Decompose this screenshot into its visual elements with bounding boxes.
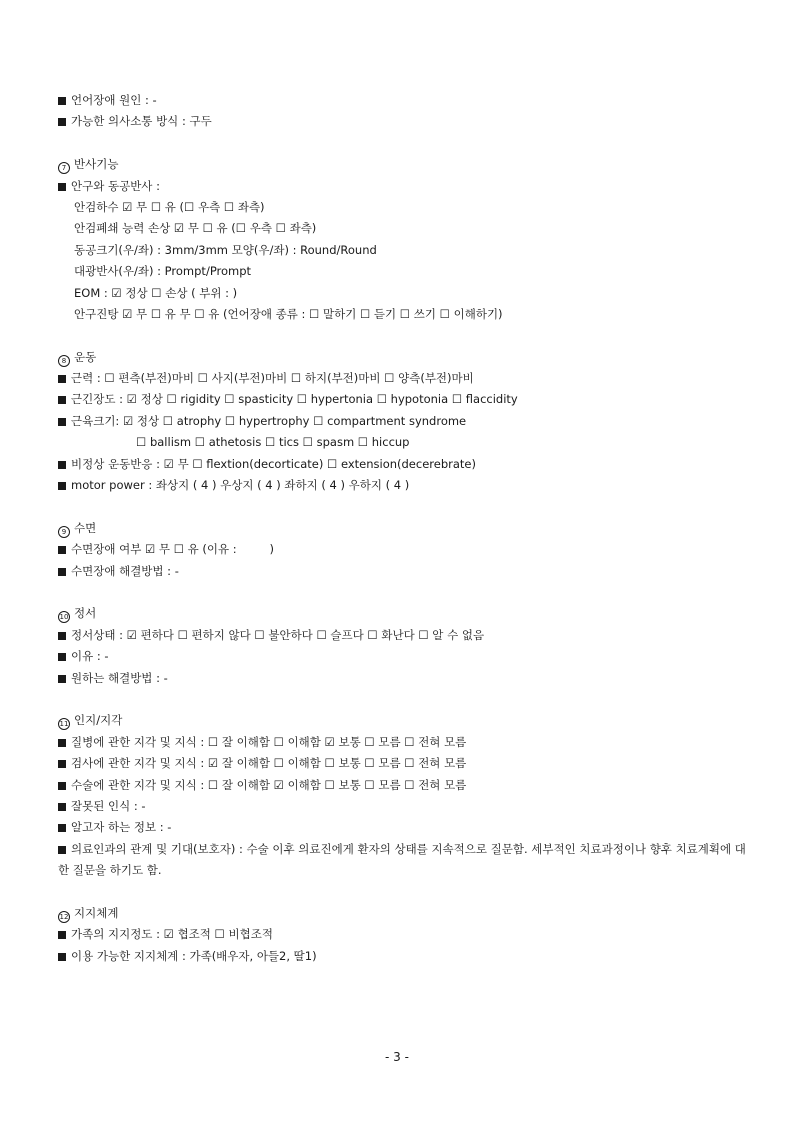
bullet-line bbox=[58, 732, 748, 753]
bullet-square-icon bbox=[58, 931, 66, 939]
text: 정서상태 : ☑ 편하다 ☐ 편하지 않다 ☐ 불안하다 ☐ 슬프다 ☐ 화난다 ☐ 알 수 없음 bbox=[71, 627, 485, 642]
text: 수면장애 해결방법 : - bbox=[71, 563, 179, 578]
bullet-square-icon bbox=[58, 482, 66, 490]
text: 근긴장도 : ☑ 정상 ☐ rigidity ☐ spasticity ☐ hypertonia ☐ hypotonia ☐ flaccidity bbox=[71, 392, 518, 407]
spacer bbox=[58, 496, 748, 517]
text: 비정상 운동반응 : ☑ 무 ☐ flextion(decorticate) ☐ extension(decerebrate) bbox=[71, 456, 476, 471]
bullet-square-icon bbox=[58, 461, 66, 469]
bullet-line bbox=[58, 475, 748, 496]
circled-number-icon: 7 bbox=[58, 162, 70, 174]
sub-line: ☐ ballism ☐ athetosis ☐ tics ☐ spasm ☐ hiccup bbox=[136, 435, 410, 450]
bullet-line bbox=[58, 796, 748, 817]
section-heading bbox=[58, 347, 748, 368]
section-heading bbox=[58, 903, 748, 924]
text: 언어장애 원인 : - bbox=[71, 93, 157, 107]
text: 질병에 관한 지각 및 지식 : ☐ 잘 이해함 ☐ 이해함 ☑ 보통 ☐ 모름 ☐ 전혀 모름 bbox=[71, 734, 467, 749]
bullet-line bbox=[58, 454, 748, 475]
bullet-square-icon bbox=[58, 675, 66, 683]
bullet-line bbox=[58, 176, 748, 197]
text: 수면장애 여부 ☑ 무 ☐ 유 (이유 : ) bbox=[71, 542, 275, 557]
spacer bbox=[58, 881, 748, 902]
bullet-line bbox=[58, 946, 748, 967]
text: 이용 가능한 지지체계 : 가족(배우자, 아들2, 딸1) bbox=[71, 948, 317, 963]
text: 안구와 동공반사 : bbox=[71, 178, 160, 193]
bullet-line bbox=[58, 368, 748, 389]
text: 근력 : ☐ 편측(부전)마비 ☐ 사지(부전)마비 ☐ 하지(부전)마비 ☐ 양측(부전)마비 bbox=[71, 371, 474, 386]
circled-number-icon: 10 bbox=[59, 613, 69, 622]
bullet-square-icon bbox=[58, 824, 66, 832]
text: 가능한 의사소통 방식 : 구두 bbox=[71, 114, 212, 129]
sub-line: 안검폐쇄 능력 손상 ☑ 무 ☐ 유 (☐ 우측 ☐ 좌측) bbox=[74, 221, 317, 236]
bullet-square-icon bbox=[58, 546, 66, 554]
bullet-line bbox=[58, 668, 748, 689]
sub-line: 동공크기(우/좌) : 3mm/3mm 모양(우/좌) : Round/Round bbox=[74, 242, 377, 257]
bullet-line bbox=[58, 625, 748, 646]
spacer bbox=[58, 133, 748, 154]
bullet-square-icon bbox=[58, 632, 66, 640]
spacer bbox=[58, 582, 748, 603]
bullet-square-icon bbox=[58, 418, 66, 426]
bullet-square-icon bbox=[58, 97, 66, 105]
text: 반사기능 bbox=[74, 157, 119, 172]
bullet-square-icon bbox=[58, 183, 66, 191]
text: 이유 : - bbox=[71, 649, 109, 664]
spacer bbox=[58, 325, 748, 346]
text: 검사에 관한 지각 및 지식 : ☑ 잘 이해함 ☐ 이해함 ☐ 보통 ☐ 모름 ☐ 전혀 모름 bbox=[71, 756, 467, 771]
bullet-line bbox=[58, 924, 748, 945]
sub-line: EOM : ☑ 정상 ☐ 손상 ( 부위 : ) bbox=[74, 285, 238, 300]
bullet-square-icon bbox=[58, 568, 66, 576]
text: motor power : 좌상지 ( 4 ) 우상지 ( 4 ) 좌하지 ( 4 ) 우하지 ( 4 ) bbox=[71, 478, 410, 493]
text: 인지/지각 bbox=[74, 713, 123, 728]
text: 운동 bbox=[74, 349, 97, 364]
text: 수면 bbox=[74, 520, 97, 535]
bullet-square-icon bbox=[58, 782, 66, 790]
sub-line: 대광반사(우/좌) : Prompt/Prompt bbox=[74, 264, 252, 279]
text: 원하는 해결방법 : - bbox=[71, 670, 168, 685]
text: 수술에 관한 지각 및 지식 : ☐ 잘 이해함 ☑ 이해함 ☐ 보통 ☐ 모름 ☐ 전혀 모름 bbox=[71, 777, 467, 792]
circled-number-icon: 11 bbox=[59, 720, 69, 729]
circled-number-icon: 9 bbox=[58, 526, 70, 538]
circled-number-icon: 12 bbox=[59, 912, 69, 921]
bullet-square-icon bbox=[58, 653, 66, 661]
bullet-line bbox=[58, 561, 748, 582]
bullet-square-icon bbox=[58, 760, 66, 768]
circled-number-icon: 8 bbox=[58, 355, 70, 367]
text: 잘못된 인식 : - bbox=[71, 798, 146, 813]
bullet-paragraph bbox=[58, 839, 748, 882]
text: 지지체계 bbox=[74, 905, 119, 920]
bullet-line bbox=[58, 539, 748, 560]
section-heading bbox=[58, 154, 748, 175]
sub-line: 안구진탕 ☑ 무 ☐ 유 무 ☐ 유 (언어장애 종류 : ☐ 말하기 ☐ 듣기 ☐ 쓰기 ☐ 이해하기) bbox=[74, 306, 503, 321]
text: 근육크기: ☑ 정상 ☐ atrophy ☐ hypertrophy ☐ compartment syndrome bbox=[71, 413, 467, 428]
bullet-line bbox=[58, 817, 748, 838]
text: 의료인과의 관계 및 기대(보호자) : 수술 이후 의료진에게 환자의 상태를 지속적으로 질문함. 세부적인 치료과정이나 향후 치료계획에 대한 질문을 하기도 함. bbox=[58, 841, 746, 878]
bullet-line bbox=[58, 111, 748, 132]
section-heading bbox=[58, 603, 748, 624]
bullet-square-icon bbox=[58, 375, 66, 383]
document-body bbox=[58, 90, 748, 967]
section-heading bbox=[58, 518, 748, 539]
section-heading bbox=[58, 710, 748, 731]
bullet-line bbox=[58, 411, 748, 432]
bullet-square-icon bbox=[58, 846, 66, 854]
bullet-line bbox=[58, 646, 748, 667]
bullet-line bbox=[58, 775, 748, 796]
bullet-square-icon bbox=[58, 739, 66, 747]
page-number: - 3 - bbox=[385, 1050, 409, 1064]
bullet-line bbox=[58, 90, 748, 111]
spacer bbox=[58, 689, 748, 710]
text: 정서 bbox=[74, 606, 97, 621]
bullet-square-icon bbox=[58, 118, 66, 126]
bullet-line bbox=[58, 753, 748, 774]
text: 가족의 지지정도 : ☑ 협조적 ☐ 비협조적 bbox=[71, 927, 273, 942]
text: 알고자 하는 정보 : - bbox=[71, 820, 172, 835]
bullet-square-icon bbox=[58, 953, 66, 961]
sub-line: 안검하수 ☑ 무 ☐ 유 (☐ 우측 ☐ 좌측) bbox=[74, 199, 265, 214]
bullet-square-icon bbox=[58, 396, 66, 404]
bullet-square-icon bbox=[58, 803, 66, 811]
bullet-line bbox=[58, 389, 748, 410]
